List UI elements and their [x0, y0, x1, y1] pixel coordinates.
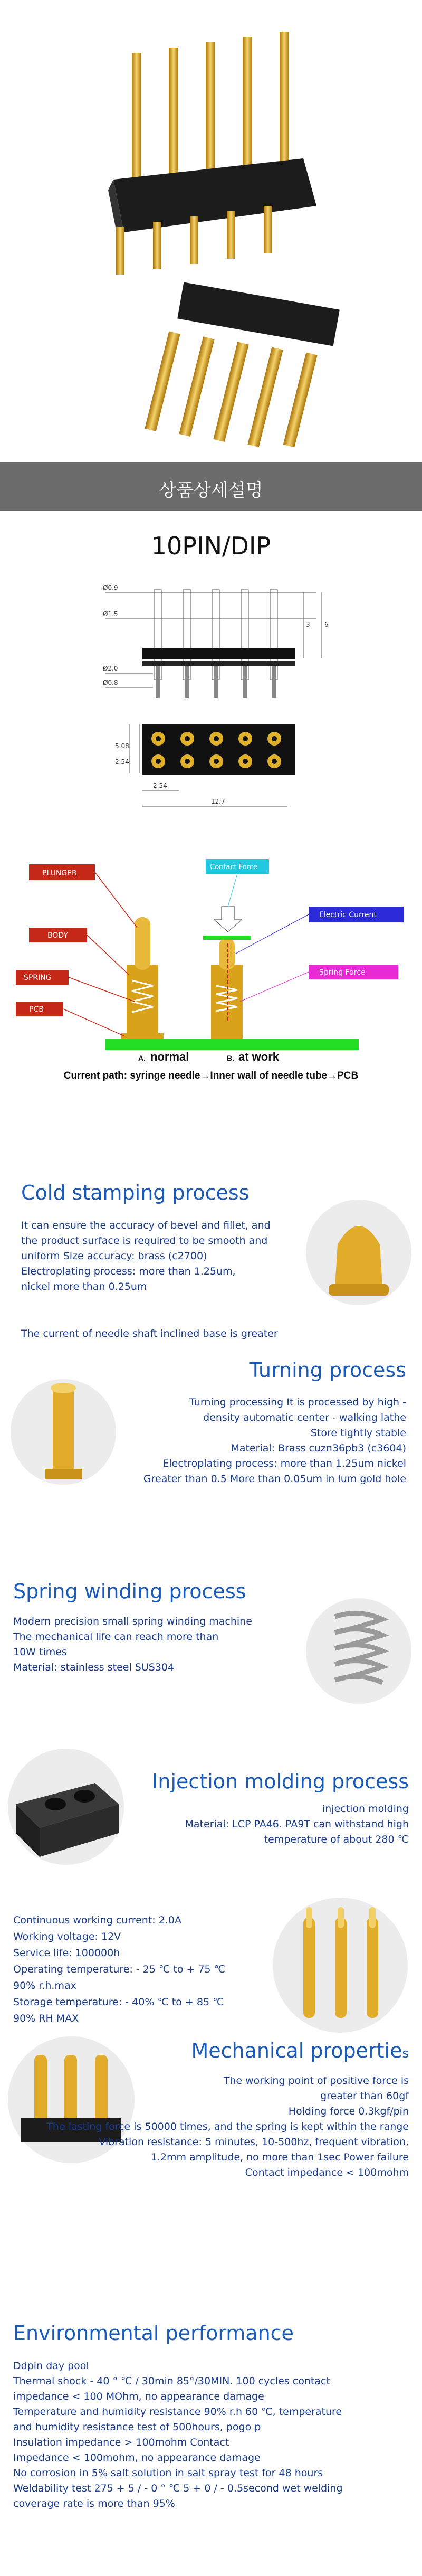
text-line: The working point of positive force is: [223, 2075, 409, 2087]
label-pcb: PCB: [29, 1005, 44, 1014]
spring-photo: [303, 1596, 414, 1706]
text-line: coverage rate is more than 95%: [13, 2498, 175, 2509]
environmental-text: [13, 2358, 414, 2512]
dim-label: 2.54: [153, 782, 167, 789]
dim-label: 3: [306, 621, 310, 628]
technical-drawing-section: [0, 511, 422, 848]
environmental-section: [0, 2295, 422, 2576]
text-line: Modern precision small spring winding machine: [13, 1616, 252, 1627]
text-line: Greater than 0.5 More than 0.05um in lum gold hole: [143, 1473, 406, 1485]
current-path: Current path: syringe needle→Inner wall of needle tube→PCB: [63, 1070, 359, 1081]
spring-text: [13, 1614, 309, 1675]
product-title: 10PIN/DIP: [151, 532, 271, 560]
turning-text: [111, 1395, 406, 1487]
barrel-photo: [8, 1376, 119, 1487]
mechanical-title: [191, 2039, 409, 2062]
injection-text: [124, 1801, 409, 1847]
injection-section: [0, 1735, 422, 1894]
text-line: Thermal shock - 40 ° ℃ / 30min 85°/30MIN. 100 cycles contact: [13, 2375, 330, 2387]
label-plunger: PLUNGER: [42, 869, 77, 877]
text-line: Operating temperature: - 25 ℃ to + 75 ℃: [13, 1964, 226, 1975]
text-line: Vibration resistance: 5 minutes, 10-500hz, frequent vibration,: [99, 2136, 409, 2148]
cold-stamping-note: The current of needle shaft inclined base is greater: [21, 1328, 278, 1339]
text-line: The mechanical life can reach more than: [13, 1631, 219, 1643]
text-line: Material: LCP PA46. PA9T can withstand high: [185, 1818, 409, 1830]
plunger-photo: [303, 1197, 414, 1308]
caption-b-letter: B.: [227, 1054, 234, 1062]
text-line: nickel more than 0.25um: [21, 1281, 147, 1292]
text-line: Holding force 0.3kgf/pin: [288, 2106, 409, 2117]
text-line: Store tightly stable: [310, 1427, 406, 1439]
force-diagram-section: [0, 848, 422, 1144]
spring-section: [0, 1572, 422, 1735]
specs-text: [13, 1912, 266, 2027]
product-photos: [0, 0, 422, 462]
mechanical-title-text: Mechanical propertie: [191, 2039, 402, 2062]
connector-photo: [0, 0, 422, 462]
text-line: Weldability test 275 + 5 / - 0 ° ℃ 5 + 0 / - 0.5second wet welding: [13, 2483, 343, 2494]
turning-title: Turning process: [249, 1358, 406, 1382]
banner-title: 상품상세설명: [159, 480, 263, 501]
cold-stamping-text: [21, 1218, 316, 1295]
cold-stamping-section: [0, 1144, 422, 1355]
label-contact-force: Contact Force: [210, 863, 257, 871]
text-line: Ddpin day pool: [13, 2360, 89, 2372]
text-line: Insulation impedance > 100mohm Contact: [13, 2437, 229, 2448]
text-line: 90% RH MAX: [13, 2013, 79, 2024]
text-line: and humidity resistance test of 500hours, pogo p: [13, 2421, 261, 2433]
text-line: Temperature and humidity resistance 90% r.h 60 ℃, temperature: [13, 2406, 342, 2418]
text-line: Contact impedance < 100mohm: [245, 2167, 409, 2178]
text-line: Service life: 100000h: [13, 1947, 120, 1959]
mechanical-title-suffix: s: [402, 2046, 409, 2061]
text-line: greater than 60gf: [320, 2090, 409, 2102]
text-line: Electroplating process: more than 1.25um,: [21, 1266, 236, 1277]
dim-label: 5.08: [115, 742, 129, 750]
label-spring: SPRING: [24, 974, 52, 982]
dim-label: 6: [324, 621, 329, 628]
dim-label: 2.54: [115, 758, 129, 766]
text-line: Storage temperature: - 40% ℃ to + 85 ℃: [13, 1996, 224, 2008]
dim-label: Ø0.8: [103, 679, 118, 686]
text-line: the product surface is required to be smooth and: [21, 1235, 268, 1247]
dim-label: Ø0.9: [103, 584, 118, 591]
caption-a-letter: A.: [138, 1054, 146, 1062]
text-line: uniform Size accuracy: brass (c2700): [21, 1250, 207, 1262]
text-line: 1.2mm amplitude, no more than 1sec Power failure: [150, 2152, 409, 2163]
environmental-title: Environmental performance: [13, 2322, 294, 2345]
detail-banner: [0, 462, 422, 511]
text-line: No corrosion in 5% salt solution in salt spray test for 48 hours: [13, 2467, 323, 2479]
text-line: Working voltage: 12V: [13, 1931, 121, 1942]
text-line: 90% r.h.max: [13, 1980, 76, 1992]
text-line: Turning processing It is processed by high -: [189, 1396, 406, 1408]
label-electric-current: Electric Current: [319, 911, 377, 919]
text-line: density automatic center - walking lathe: [203, 1412, 406, 1423]
text-line: Impedance < 100mohm, no appearance damage: [13, 2452, 261, 2464]
label-body: BODY: [47, 931, 68, 940]
text-line: It can ensure the accuracy of bevel and fillet, and: [21, 1220, 271, 1231]
turning-section: [0, 1355, 422, 1572]
mechanical-text: [18, 2073, 409, 2181]
force-diagram: [0, 848, 422, 1070]
text-line: impedance < 100 MOhm, no appearance damage: [13, 2391, 264, 2402]
spring-title: Spring winding process: [13, 1580, 246, 1603]
text-line: Continuous working current: 2.0A: [13, 1914, 181, 1926]
text-line: Electroplating process: more than 1.25um nickel: [162, 1458, 406, 1469]
text-line: temperature of about 280 ℃: [264, 1834, 409, 1845]
text-line: The lasting force is 50000 times, and the spring is kept within the range: [46, 2121, 409, 2132]
housing-photo: [5, 1746, 127, 1867]
text-line: injection molding: [322, 1803, 409, 1815]
dim-label: Ø1.5: [103, 610, 118, 618]
label-spring-force: Spring Force: [319, 968, 366, 977]
cold-stamping-title: Cold stamping process: [21, 1181, 250, 1204]
text-line: Material: stainless steel SUS304: [13, 1662, 175, 1673]
dim-label: 12.7: [211, 798, 225, 805]
pogo-pins-photo: [269, 1896, 411, 2034]
injection-title: Injection molding process: [152, 1770, 409, 1793]
dimension-drawing: [0, 569, 422, 848]
caption-b: at work: [238, 1050, 280, 1063]
dim-label: Ø2.0: [103, 665, 118, 672]
text-line: 10W times: [13, 1646, 67, 1658]
text-line: Material: Brass cuzn36pb3 (c3604): [231, 1442, 406, 1454]
caption-a: normal: [150, 1050, 189, 1063]
mechanical-section: [0, 1894, 422, 2295]
